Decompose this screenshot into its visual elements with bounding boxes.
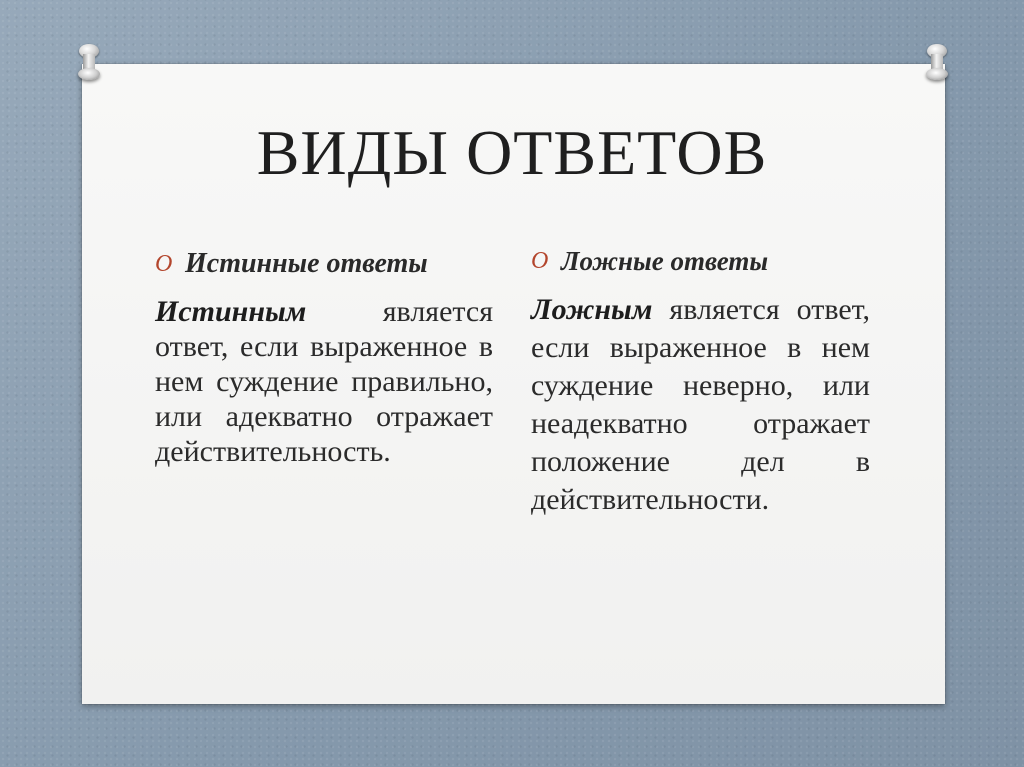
pushpin-icon	[922, 44, 952, 82]
slide-title: ВИДЫ ОТВЕТОВ	[256, 117, 768, 188]
pushpin-icon	[74, 44, 104, 82]
false-answers-definition	[531, 291, 870, 519]
true-answers-text: является ответ, если выраженное в нем суждение правильно, или адекватно отражает действительность.	[155, 295, 493, 468]
false-answers-term: Ложным	[531, 293, 653, 326]
bullet-marker-icon: O	[155, 251, 173, 277]
false-answers-column	[531, 244, 870, 519]
true-answers-term: Истинным	[155, 295, 307, 328]
true-answers-heading: Истинные ответы	[185, 248, 428, 279]
true-answers-bullet	[155, 247, 493, 281]
false-answers-heading: Ложные ответы	[561, 246, 769, 276]
true-answers-definition	[155, 294, 493, 469]
true-answers-column	[155, 247, 493, 469]
false-answers-bullet	[531, 244, 870, 278]
false-answers-text: является ответ, если выраженное в нем суждение неверно, или неадекватно отражает положение дел в действительности.	[531, 293, 870, 516]
bullet-marker-icon: O	[531, 248, 549, 274]
